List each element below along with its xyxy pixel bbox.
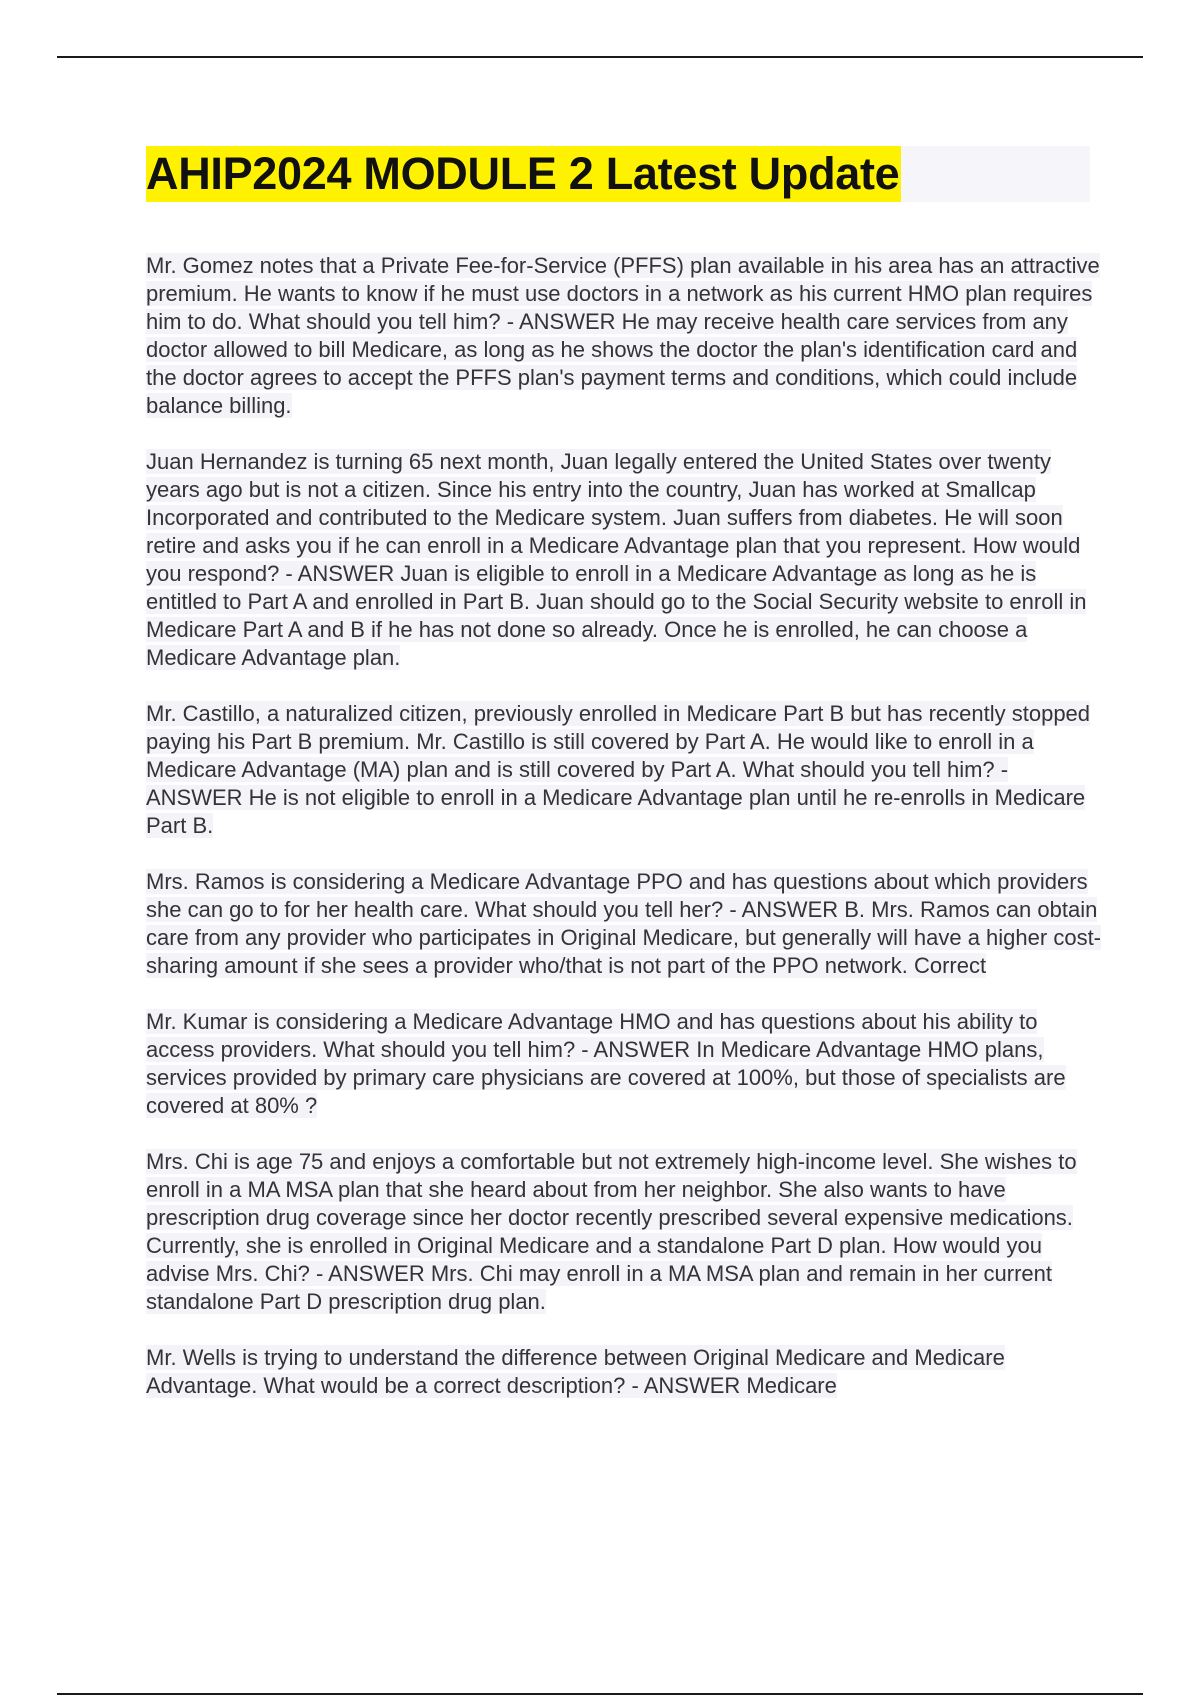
title-band: [146, 146, 1090, 202]
qa-entry-chi: [146, 1148, 1106, 1316]
qa-entry-text: Mr. Castillo, a naturalized citizen, previously enrolled in Medicare Part B but has recently stopped paying his Part B premium. Mr. Castillo is still covered by Part A. He would like to enroll in a Medicare Advantage (MA) plan and is still covered by Part A. What should you tell him? - ANSWER He is not eligible to enroll in a Medicare Advantage plan until he re-enrolls in Medicare Part B.: [146, 701, 1091, 838]
qa-entry-wells: [146, 1344, 1106, 1400]
qa-entry-text: Juan Hernandez is turning 65 next month, Juan legally entered the United States over twenty years ago but is not a citizen. Since his entry into the country, Juan has worked at Smallcap Incorporated and contributed to the Medicare system. Juan suffers from diabetes. He will soon retire and asks you if he can enroll in a Medicare Advantage plan that you represent. How would you respond? - ANSWER Juan is eligible to enroll in a Medicare Advantage as long as he is entitled to Part A and enrolled in Part B. Juan should go to the Social Security website to enroll in Medicare Part A and B if he has not done so already. Once he is enrolled, he can choose a Medicare Advantage plan.: [146, 449, 1087, 670]
qa-entry-gomez: [146, 252, 1106, 420]
qa-entry-text: Mrs. Ramos is considering a Medicare Advantage PPO and has questions about which providers she can go to for her health care. What should you tell her? - ANSWER B. Mrs. Ramos can obtain care from any provider who participates in Original Medicare, but generally will have a higher cost-sharing amount if she sees a provider who/that is not part of the PPO network. Correct: [146, 869, 1102, 978]
qa-entry-text: Mr. Kumar is considering a Medicare Advantage HMO and has questions about his ability to access providers. What should you tell him? - ANSWER In Medicare Advantage HMO plans, services provided by primary care physicians are covered at 100%, but those of specialists are covered at 80% ?: [146, 1009, 1066, 1118]
bottom-rule: [57, 1693, 1143, 1695]
top-rule: [57, 56, 1143, 58]
document-body: [146, 146, 1102, 1428]
qa-entry-text: Mr. Gomez notes that a Private Fee-for-Service (PFFS) plan available in his area has an attractive premium. He wants to know if he must use doctors in a network as his current HMO plan requires him to do. What should you tell him? - ANSWER He may receive health care services from any doctor allowed to bill Medicare, as long as he shows the doctor the plan's identification card and the doctor agrees to accept the PFFS plan's payment terms and conditions, which could include balance billing.: [146, 253, 1100, 418]
qa-list: [146, 252, 1102, 1400]
qa-entry-castillo: [146, 700, 1106, 840]
qa-entry-ramos: [146, 868, 1106, 980]
qa-entry-text: Mr. Wells is trying to understand the difference between Original Medicare and Medicare Advantage. What would be a correct description? - ANSWER Medicare: [146, 1345, 1005, 1398]
qa-entry-hernandez: [146, 448, 1106, 672]
qa-entry-kumar: [146, 1008, 1106, 1120]
document-title: AHIP2024 MODULE 2 Latest Update: [146, 146, 901, 202]
qa-entry-text: Mrs. Chi is age 75 and enjoys a comfortable but not extremely high-income level. She wishes to enroll in a MA MSA plan that she heard about from her neighbor. She also wants to have prescription drug coverage since her doctor recently prescribed several expensive medications. Currently, she is enrolled in Original Medicare and a standalone Part D plan. How would you advise Mrs. Chi? - ANSWER Mrs. Chi may enroll in a MA MSA plan and remain in her current standalone Part D prescription drug plan.: [146, 1149, 1077, 1314]
